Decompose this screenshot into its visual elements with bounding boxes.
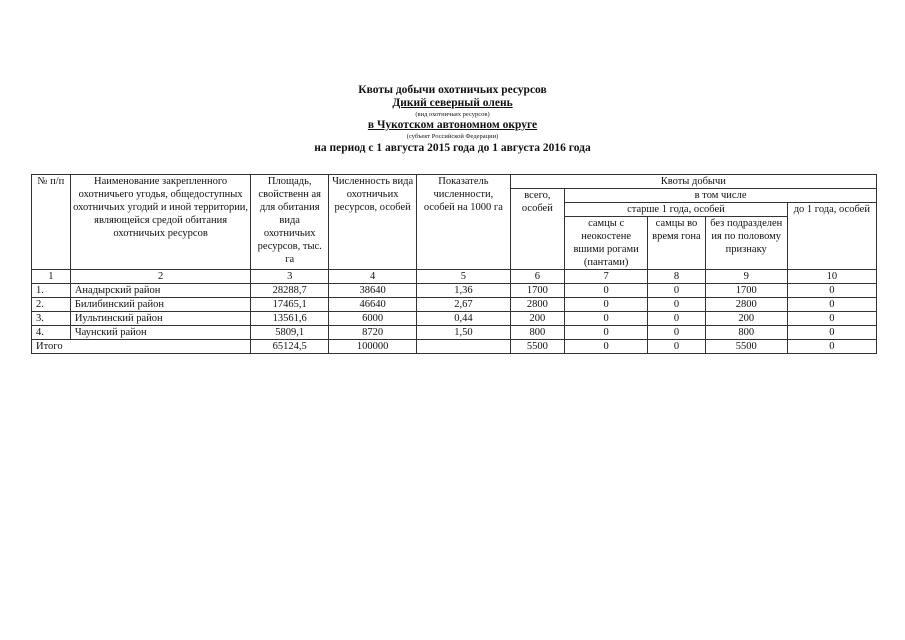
total-cell: 1700	[510, 284, 565, 298]
col-number: 1	[32, 270, 71, 284]
row-number: 2.	[32, 298, 71, 312]
species-note: (вид охотничьих ресурсов)	[415, 111, 490, 118]
area-cell: 17465,1	[251, 298, 329, 312]
col-number: 9	[705, 270, 787, 284]
col-number: 7	[565, 270, 648, 284]
document-title: Квоты добычи охотничьих ресурсов	[358, 84, 547, 96]
header-under-one: до 1 года, особей	[787, 203, 876, 270]
total-row	[32, 340, 877, 354]
males-rut-cell: 0	[648, 340, 706, 354]
header-population: Численность вида охотничьих ресурсов, особей	[329, 175, 417, 270]
males-velvet-cell: 0	[565, 284, 648, 298]
total-cell: 2800	[510, 298, 565, 312]
header-area: Площадь, свойственн ая для обитания вида охотничьих ресурсов, тыс. га	[251, 175, 329, 270]
males-rut-cell: 0	[648, 298, 706, 312]
district-name: Билибинский район	[70, 298, 251, 312]
total-cell: 800	[510, 326, 565, 340]
col-number: 2	[70, 270, 251, 284]
density-cell: 0,44	[417, 312, 510, 326]
region-note: (субъект Российской Федерации)	[406, 133, 499, 140]
no-sex-cell: 200	[705, 312, 787, 326]
males-velvet-cell: 0	[565, 326, 648, 340]
species-name: Дикий северный олень	[392, 97, 513, 109]
row-number: 4.	[32, 326, 71, 340]
col-number: 10	[787, 270, 876, 284]
area-cell: 13561,6	[251, 312, 329, 326]
under-one-cell: 0	[787, 284, 876, 298]
quota-table	[31, 174, 877, 354]
population-cell: 6000	[329, 312, 417, 326]
period-line: на период с 1 августа 2015 года до 1 августа 2016 года	[314, 142, 591, 154]
header-row	[32, 175, 877, 189]
header-males-rut: самцы во время гона	[648, 217, 706, 270]
population-cell: 46640	[329, 298, 417, 312]
total-cell: 5500	[510, 340, 565, 354]
area-cell: 28288,7	[251, 284, 329, 298]
header-density: Показатель численности, особей на 1000 га	[417, 175, 510, 270]
males-rut-cell: 0	[648, 312, 706, 326]
under-one-cell: 0	[787, 312, 876, 326]
table-row	[32, 326, 877, 340]
under-one-cell: 0	[787, 326, 876, 340]
population-cell: 8720	[329, 326, 417, 340]
header-no-sex: без подразделен ия по половому признаку	[705, 217, 787, 270]
density-cell: 1,36	[417, 284, 510, 298]
population-cell: 100000	[329, 340, 417, 354]
col-number: 3	[251, 270, 329, 284]
table-row	[32, 284, 877, 298]
header-name: Наименование закрепленного охотничьего угодья, общедоступных охотничьих угодий и иной территории, являющейся средой обитания охотничьих ресурсов	[70, 175, 251, 270]
density-cell: 1,50	[417, 326, 510, 340]
population-cell: 38640	[329, 284, 417, 298]
no-sex-cell: 1700	[705, 284, 787, 298]
area-cell: 65124,5	[251, 340, 329, 354]
table-row	[32, 312, 877, 326]
district-name: Чаунский район	[70, 326, 251, 340]
total-cell: 200	[510, 312, 565, 326]
header-num: № п/п	[32, 175, 71, 270]
males-rut-cell: 0	[648, 284, 706, 298]
row-number: 3.	[32, 312, 71, 326]
no-sex-cell: 5500	[705, 340, 787, 354]
density-cell: 2,67	[417, 298, 510, 312]
males-velvet-cell: 0	[565, 340, 648, 354]
under-one-cell: 0	[787, 298, 876, 312]
males-rut-cell: 0	[648, 326, 706, 340]
table-row	[32, 298, 877, 312]
header-males-velvet: самцы с неокостене вшими рогами (пантами)	[565, 217, 648, 270]
col-number: 4	[329, 270, 417, 284]
males-velvet-cell: 0	[565, 312, 648, 326]
row-number: 1.	[32, 284, 71, 298]
column-number-row	[32, 270, 877, 284]
header-quota: Квоты добычи	[510, 175, 876, 189]
col-number: 8	[648, 270, 706, 284]
header-older: старше 1 года, особей	[565, 203, 787, 217]
document-heading	[0, 84, 905, 155]
area-cell: 5809,1	[251, 326, 329, 340]
header-total: всего, особей	[510, 189, 565, 270]
no-sex-cell: 800	[705, 326, 787, 340]
district-name: Иультинский район	[70, 312, 251, 326]
region-name: в Чукотском автономном округе	[367, 119, 538, 131]
under-one-cell: 0	[787, 340, 876, 354]
col-number: 6	[510, 270, 565, 284]
no-sex-cell: 2800	[705, 298, 787, 312]
total-label: Итого	[32, 340, 251, 354]
col-number: 5	[417, 270, 510, 284]
header-including: в том числе	[565, 189, 877, 203]
district-name: Анадырский район	[70, 284, 251, 298]
males-velvet-cell: 0	[565, 298, 648, 312]
density-cell	[417, 340, 510, 354]
